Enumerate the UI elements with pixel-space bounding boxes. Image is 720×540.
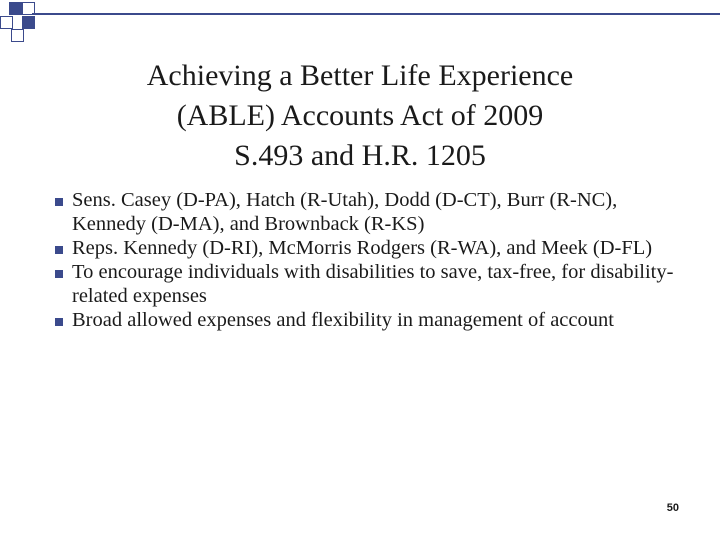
bullet-text: Reps. Kennedy (D-RI), McMorris Rodgers (R-WA), and Meek (D-FL) xyxy=(72,237,653,259)
deco-square xyxy=(11,29,24,42)
bullet-item xyxy=(56,308,686,332)
square-bullet-icon xyxy=(55,318,63,326)
square-bullet-icon xyxy=(55,246,63,254)
bullet-text: To encourage individuals with disabilities to save, tax-free, for disability-related expenses xyxy=(72,261,674,307)
title-line: (ABLE) Accounts Act of 2009 xyxy=(176,99,544,132)
bullet-item xyxy=(56,236,686,260)
slide-title xyxy=(40,56,680,176)
bullet-item xyxy=(56,188,686,236)
deco-square xyxy=(9,2,22,15)
page-number: 50 xyxy=(666,502,679,514)
bullet-list xyxy=(56,188,686,332)
bullet-text: Broad allowed expenses and flexibility in management of account xyxy=(72,309,614,331)
top-divider xyxy=(32,13,720,15)
title-line: S.493 and H.R. 1205 xyxy=(234,139,486,172)
bullet-item xyxy=(56,260,686,308)
title-line: Achieving a Better Life Experience xyxy=(146,59,574,92)
square-bullet-icon xyxy=(55,198,63,206)
deco-square xyxy=(0,16,13,29)
bullet-text: Sens. Casey (D-PA), Hatch (R-Utah), Dodd (D-CT), Burr (R-NC), Kennedy (D-MA), and Brownback (R-KS) xyxy=(72,189,618,235)
corner-decoration xyxy=(0,0,60,44)
square-bullet-icon xyxy=(55,270,63,278)
deco-square xyxy=(22,16,35,29)
